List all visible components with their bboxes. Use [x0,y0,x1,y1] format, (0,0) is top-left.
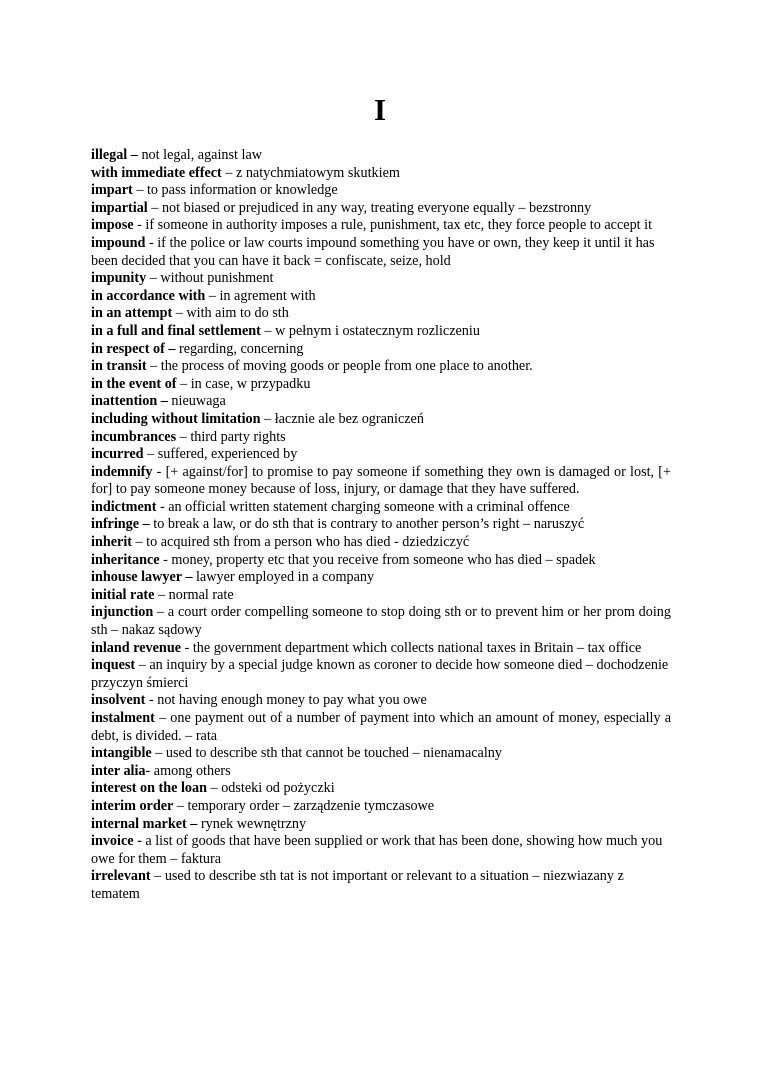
glossary-definition: to break a law, or do sth that is contrary to another person’s right – naruszyć [149,516,585,533]
glossary-entry [91,604,671,639]
glossary-definition: – a court order compelling someone to stop doing sth or to prevent him or her prom doing sth – nakaz sądowy [91,604,671,639]
glossary-entry [91,499,671,517]
glossary-list [91,147,671,904]
glossary-term: in the event of [91,375,177,392]
glossary-entry [91,165,671,183]
glossary-definition: - the government department which collects national taxes in Britain – tax office [181,639,642,656]
glossary-entry [91,833,671,868]
glossary-entry [91,657,671,692]
glossary-term: invoice - [91,833,142,850]
glossary-entry [91,235,671,270]
glossary-term: inheritance [91,551,160,568]
glossary-term: in respect of – [91,340,176,357]
glossary-definition: lawyer employed in a company [192,569,375,586]
glossary-definition: – to pass information or knowledge [132,182,338,199]
glossary-entry [91,341,671,359]
glossary-term: incumbrances [91,428,177,445]
glossary-entry [91,288,671,306]
glossary-term: in an attempt [91,305,173,322]
glossary-entry [91,182,671,200]
glossary-definition: – temporary order – zarządzenie tymczasowe [173,797,435,814]
glossary-entry [91,446,671,464]
glossary-term: impunity [91,270,147,287]
glossary-definition: – the process of moving goods or people from one place to another. [146,358,533,375]
glossary-definition: – with aim to do sth [172,305,289,322]
glossary-term: in transit [91,358,147,375]
glossary-term: in accordance with [91,287,206,304]
glossary-term: including without limitation [91,410,261,427]
glossary-definition: – without punishment [146,270,274,287]
glossary-definition: - [+ against/for] to promise to pay someone if something they own is damaged or lost, [+ for] to pay someone money because of loss, injury, or damage that they have suffered. [91,463,671,498]
glossary-definition: not legal, against law [137,147,263,163]
glossary-entry [91,798,671,816]
glossary-entry [91,763,671,781]
glossary-definition: - among others [145,762,231,779]
glossary-term: inter alia [91,762,146,779]
glossary-entry [91,217,671,235]
glossary-definition: – normal rate [154,586,234,603]
glossary-entry [91,780,671,798]
glossary-entry [91,147,671,165]
glossary-term: injunction [91,604,154,621]
glossary-entry [91,464,671,499]
glossary-entry [91,640,671,658]
glossary-entry [91,692,671,710]
glossary-entry [91,305,671,323]
glossary-entry [91,569,671,587]
glossary-definition: – to acquired sth from a person who has died - dziedziczyć [131,534,470,551]
glossary-definition: – one payment out of a number of payment into which an amount of money, especially a debt, is divided. – rata [91,710,671,744]
glossary-term: with immediate effect [91,164,222,181]
glossary-entry [91,868,671,903]
glossary-definition: - money, property etc that you receive from someone who has died – spadek [159,551,596,568]
glossary-term: indemnify [91,463,153,480]
glossary-term: inquest [91,657,136,674]
glossary-definition: - if someone in authority imposes a rule, punishment, tax etc, they force people to accept it [133,217,653,234]
glossary-entry [91,376,671,394]
glossary-definition: – odsteki od pożyczki [207,780,335,797]
glossary-definition: – not biased or prejudiced in any way, treating everyone equally – bezstronny [147,199,592,216]
glossary-term: interim order [91,797,174,814]
glossary-definition: nieuwaga [167,393,226,410]
glossary-term: inattention – [91,393,168,410]
glossary-term: incurred [91,446,144,463]
glossary-definition: - not having enough money to pay what you owe [145,692,427,709]
glossary-term: inhouse lawyer – [91,569,193,586]
glossary-term: intangible [91,745,152,762]
glossary-term: impart [91,182,133,199]
glossary-definition: – third party rights [176,428,286,445]
glossary-definition: a list of goods that have been supplied or work that has been done, showing how much you owe for them – faktura [91,833,663,867]
glossary-term: indictment [91,498,157,515]
glossary-definition: - an official written statement charging someone with a criminal offence [156,498,570,515]
glossary-term: impartial [91,199,148,216]
glossary-definition: – used to describe sth tat is not important or relevant to a situation – niezwiazany z tematem [91,868,624,902]
glossary-term: infringe – [91,516,150,533]
glossary-definition: regarding, concerning [175,340,304,357]
glossary-term: impose [91,217,134,234]
glossary-definition: - if the police or law courts impound something you have or own, they keep it until it has been decided that you can have it back = confiscate, seize, hold [91,234,655,269]
glossary-definition: – w pełnym i ostatecznym rozliczeniu [260,322,480,339]
glossary-term: in a full and final settlement [91,322,261,339]
glossary-entry [91,411,671,429]
glossary-definition: rynek wewnętrzny [197,815,307,832]
glossary-term: interest on the loan [91,780,207,797]
glossary-definition: – in agrement with [205,287,316,304]
glossary-entry [91,358,671,376]
glossary-term: internal market – [91,815,198,832]
glossary-term: instalment [91,710,155,726]
glossary-definition: – suffered, experienced by [143,446,298,463]
glossary-definition: – used to describe sth that cannot be touched – nienamacalny [151,745,502,762]
glossary-entry [91,587,671,605]
glossary-entry [91,534,671,552]
glossary-definition: – z natychmiatowym skutkiem [221,164,400,181]
glossary-term: inland revenue [91,639,182,656]
glossary-term: initial rate [91,586,155,603]
section-letter-heading: I [373,92,387,127]
glossary-entry [91,393,671,411]
glossary-entry [91,429,671,447]
glossary-term: impound [91,234,146,251]
glossary-entry [91,200,671,218]
glossary-entry [91,270,671,288]
glossary-term: inherit [91,534,132,551]
glossary-entry [91,552,671,570]
glossary-definition: – in case, w przypadku [176,375,311,392]
glossary-entry [91,710,671,745]
glossary-definition: – łacznie ale bez ograniczeń [260,410,424,427]
glossary-term: irrelevant [91,868,151,885]
glossary-entry [91,323,671,341]
glossary-term: illegal – [91,147,138,163]
glossary-definition: – an inquiry by a special judge known as coroner to decide how someone died – dochodzenie przyczyn śmierci [91,657,669,691]
glossary-entry [91,816,671,834]
glossary-term: insolvent [91,692,146,709]
glossary-entry [91,745,671,763]
glossary-entry [91,516,671,534]
